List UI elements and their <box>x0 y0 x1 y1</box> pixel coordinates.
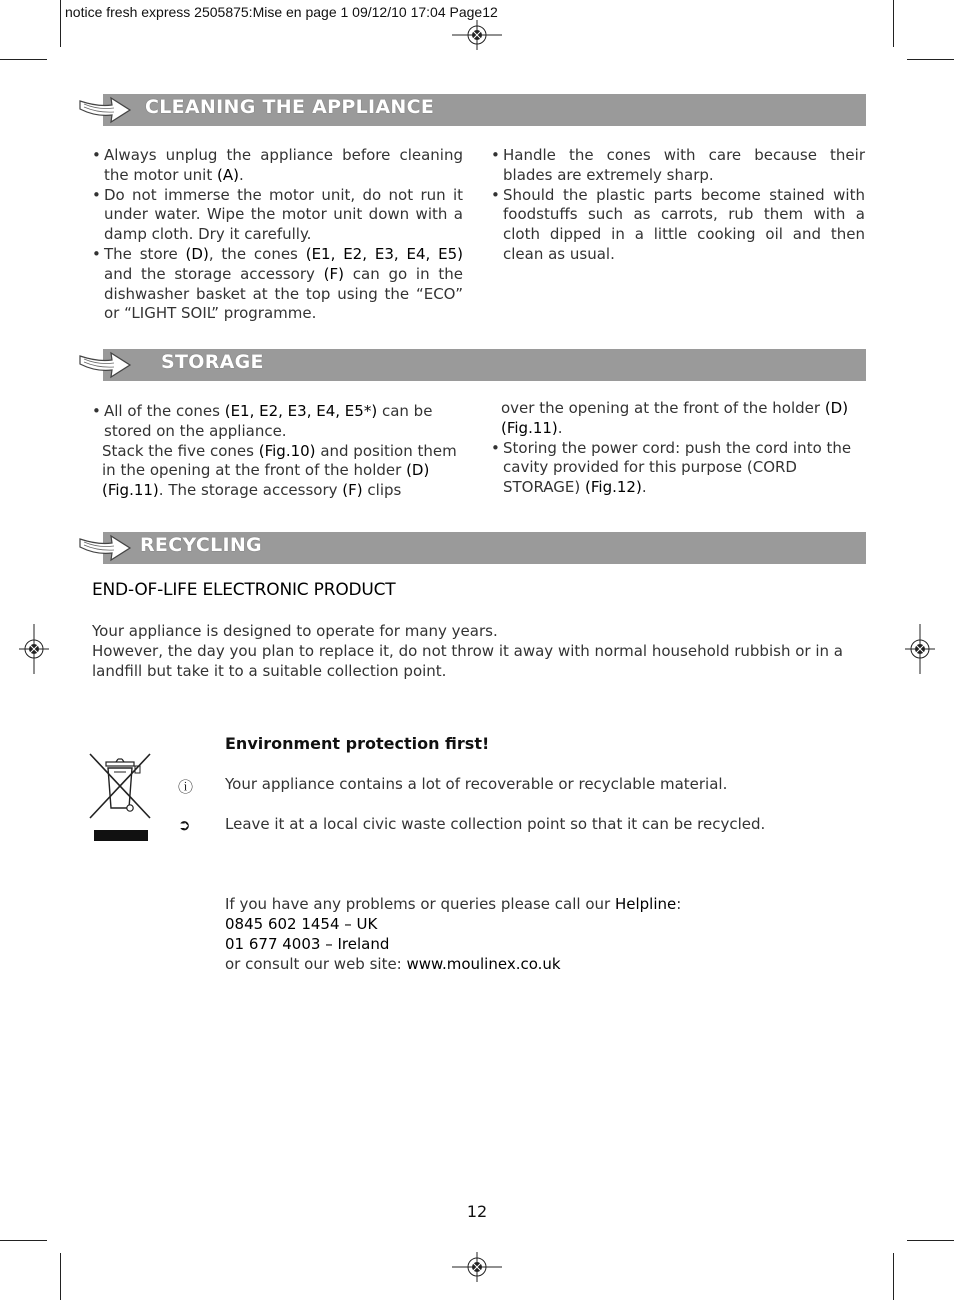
environment-line: Leave it at a local civic waste collection point so that it can be recycled. <box>225 815 766 833</box>
list-item: • All of the cones (E1, E2, E3, E4, E5*) can be stored on the appliance. <box>92 402 458 442</box>
recycling-paragraph <box>92 621 872 681</box>
arrow-right-icon: ➲ <box>178 816 191 834</box>
environment-title: Environment protection first! <box>225 734 490 753</box>
list-item: • The store (D), the cones (E1, E2, E3, E4, E5) and the storage accessory (F) can go in the dishwasher basket at the top using the “ECO” or “LIGHT SOIL” programme. <box>92 245 463 324</box>
crossed-bin-icon <box>88 752 152 844</box>
helpline-block <box>225 894 681 974</box>
section-title-storage: STORAGE <box>161 351 264 373</box>
storage-right-column <box>491 399 861 498</box>
registration-mark-icon <box>19 624 49 674</box>
arrow-icon <box>78 533 132 563</box>
environment-line: Your appliance contains a lot of recoverable or recyclable material. <box>225 775 728 793</box>
paragraph-line: However, the day you plan to replace it, do not throw it away with normal household rubbish or in a landfill but take it to a suitable collection point. <box>92 642 843 680</box>
paragraph-line: Your appliance is designed to operate for many years. <box>92 622 498 640</box>
section-title-cleaning: CLEANING THE APPLIANCE <box>145 96 435 118</box>
registration-mark-icon <box>452 20 502 50</box>
list-item: • Always unplug the appliance before cleaning the motor unit (A). <box>92 146 463 186</box>
info-icon: ⓘ <box>178 778 194 796</box>
print-slug: notice fresh express 2505875:Mise en page 1 09/12/10 17:04 Page12 <box>65 4 498 20</box>
cleaning-left-column <box>92 146 463 324</box>
subsection-title: END-OF-LIFE ELECTRONIC PRODUCT <box>92 580 396 600</box>
crop-mark <box>60 0 61 47</box>
registration-mark-icon <box>452 1252 502 1282</box>
arrow-icon <box>78 95 132 125</box>
list-item-continuation: Stack the five cones (Fig.10) and position them in the opening at the front of the holder (D) (Fig.11). The storage accessory (F) clips <box>102 441 457 500</box>
list-item: • Should the plastic parts become stained with foodstuffs such as carrots, rub them with a cloth dipped in a little cooking oil and then clean as usual. <box>491 186 865 265</box>
list-item: • Do not immerse the motor unit, do not run it under water. Wipe the motor unit down with a damp cloth. Dry it carefully. <box>92 186 463 245</box>
crop-mark <box>0 1240 47 1241</box>
crop-mark <box>893 0 894 47</box>
section-title-recycling: RECYCLING <box>140 534 262 556</box>
list-item-continuation: over the opening at the front of the holder (D) (Fig.11). <box>501 399 849 437</box>
arrow-icon <box>78 350 132 380</box>
storage-left-column <box>92 402 458 501</box>
registration-mark-icon <box>905 624 935 674</box>
list-item: • Storing the power cord: push the cord into the cavity provided for this purpose (CORD STORAGE) (Fig.12). <box>491 439 861 498</box>
website-line: or consult our web site: www.moulinex.co.uk <box>225 955 561 973</box>
crop-mark <box>907 59 954 60</box>
page-number: 12 <box>466 1202 488 1221</box>
phone-ireland: 01 677 4003 – Ireland <box>225 935 390 953</box>
website-link[interactable]: www.moulinex.co.uk <box>406 955 561 973</box>
list-item: • Handle the cones with care because their blades are extremely sharp. <box>491 146 865 186</box>
crop-mark <box>907 1240 954 1241</box>
helpline-intro: If you have any problems or queries please call our Helpline: <box>225 895 682 913</box>
crop-mark <box>60 1253 61 1300</box>
crop-mark <box>893 1253 894 1300</box>
crop-mark <box>0 59 47 60</box>
cleaning-right-column <box>491 146 865 265</box>
phone-uk: 0845 602 1454 – UK <box>225 915 378 933</box>
